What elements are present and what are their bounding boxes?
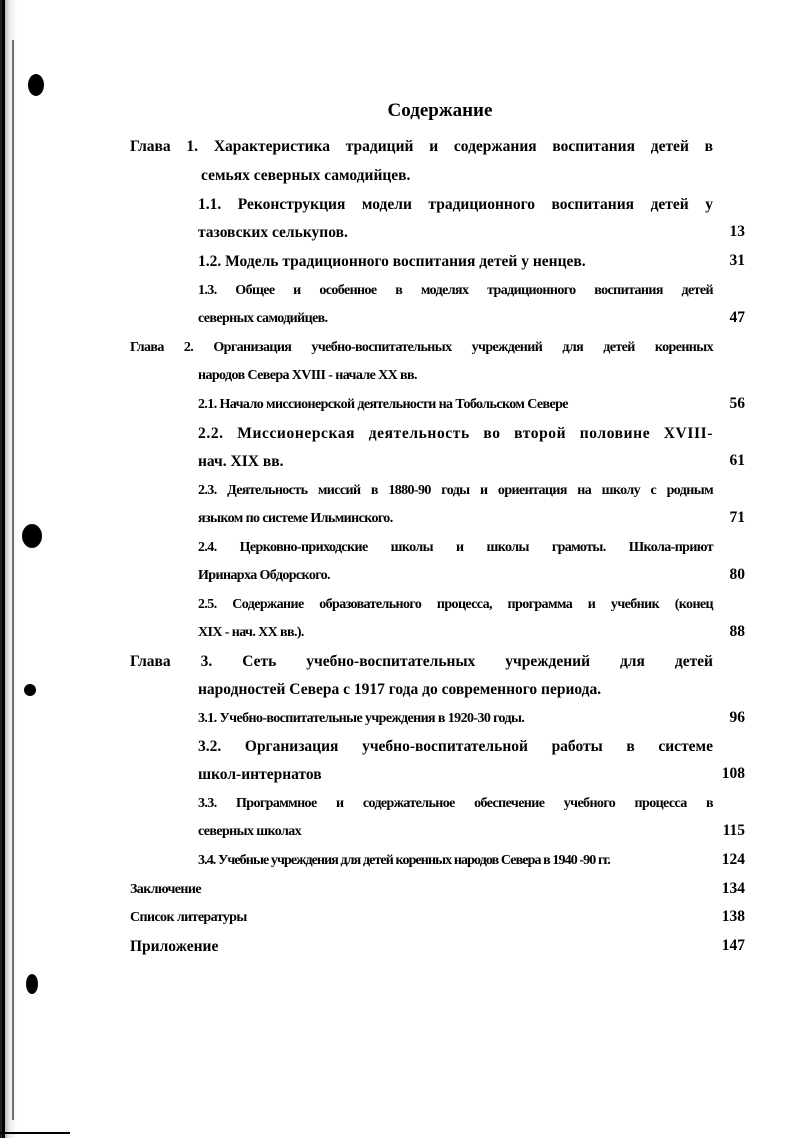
- chapter-2-line-1: Глава 2. Организация учебно-воспитательных учреждений для детей коренных: [130, 340, 713, 355]
- section-2-2-line-1: 2.2. Миссионерская деятельность во второй половине XVIII-: [198, 425, 713, 442]
- section-3-1-page: 96: [729, 709, 745, 726]
- conclusion-label: Заключение: [130, 882, 201, 897]
- section-2-2-page: 61: [729, 452, 745, 469]
- section-2-4-page: 80: [729, 566, 745, 583]
- section-2-3-line-1: 2.3. Деятельность миссий в 1880-90 годы и ориентация на школу с родным: [198, 483, 713, 498]
- section-3-3-line-2: северных школах: [198, 824, 302, 839]
- page-title: Содержание: [387, 100, 493, 121]
- chapter-3-line-2: народностей Севера с 1917 года до современного периода.: [198, 681, 602, 698]
- section-1-1-page: 13: [729, 223, 745, 240]
- section-1-1-line-1: 1.1. Реконструкция модели традиционного воспитания детей у: [198, 196, 713, 213]
- section-3-4-page: 124: [721, 851, 745, 868]
- section-1-3-line-1: 1.3. Общее и особенное в моделях традиционного воспитания детей: [198, 283, 713, 298]
- section-2-1-line-1: 2.1. Начало миссионерской деятельности на Тобольском Севере: [198, 397, 568, 412]
- section-3-4-line-1: 3.4. Учебные учреждения для детей коренных народов Севера в 1940 -90 гг.: [198, 853, 610, 868]
- section-1-2-line-1: 1.2. Модель традиционного воспитания детей у ненцев.: [198, 253, 586, 270]
- section-1-2-page: 31: [729, 252, 745, 269]
- chapter-1-line-2: семьях северных самодийцев.: [201, 167, 411, 184]
- scan-bottom-line: [0, 1132, 70, 1134]
- chapter-2-line-2: народов Севера XVIII - начале XX вв.: [198, 368, 417, 383]
- section-2-1-page: 56: [729, 395, 745, 412]
- conclusion-page: 134: [721, 880, 745, 897]
- section-2-5-line-1: 2.5. Содержание образовательного процесса, программа и учебник (конец: [198, 597, 713, 612]
- chapter-1-line-1: Глава 1. Характеристика традиций и содержания воспитания детей в: [130, 138, 713, 155]
- scan-edge-line: [2, 0, 5, 1138]
- scan-blot: [28, 74, 44, 96]
- section-1-3-line-2: северных самодийцев.: [198, 311, 328, 326]
- section-3-2-line-2: школ-интернатов: [198, 766, 322, 783]
- section-3-2-line-1: 3.2. Организация учебно-воспитательной работы в системе: [198, 738, 713, 755]
- section-2-4-line-1: 2.4. Церковно-приходские школы и школы грамоты. Школа-приют: [198, 540, 713, 555]
- section-1-3-page: 47: [729, 309, 745, 326]
- bibliography-page: 138: [721, 908, 745, 925]
- section-2-3-line-2: языком по системе Ильминского.: [198, 511, 393, 526]
- scan-blot: [22, 524, 42, 548]
- section-2-4-line-2: Иринарха Обдорского.: [198, 568, 330, 583]
- bibliography-label: Список литературы: [130, 910, 247, 925]
- scan-blot: [24, 684, 36, 696]
- section-2-5-page: 88: [729, 623, 745, 640]
- section-2-2-line-2: нач. XIX вв.: [198, 453, 284, 470]
- section-3-1-line-1: 3.1. Учебно-воспитательные учреждения в 1920-30 годы.: [198, 711, 525, 726]
- section-1-1-line-2: тазовских селькупов.: [198, 224, 348, 241]
- section-2-3-page: 71: [729, 509, 745, 526]
- section-3-3-page: 115: [722, 822, 745, 839]
- appendix-page: 147: [721, 937, 745, 954]
- appendix-label: Приложение: [130, 938, 219, 955]
- scan-blot: [26, 974, 38, 994]
- scan-edge-line: [12, 40, 14, 1120]
- section-3-3-line-1: 3.3. Программное и содержательное обеспечение учебного процесса в: [198, 796, 713, 811]
- scan-left-edge: [0, 0, 48, 1138]
- chapter-3-line-1: Глава 3. Сеть учебно-воспитательных учреждений для детей: [130, 653, 713, 670]
- section-2-5-line-2: XIX - нач. XX вв.).: [198, 625, 304, 640]
- section-3-2-page: 108: [721, 765, 745, 782]
